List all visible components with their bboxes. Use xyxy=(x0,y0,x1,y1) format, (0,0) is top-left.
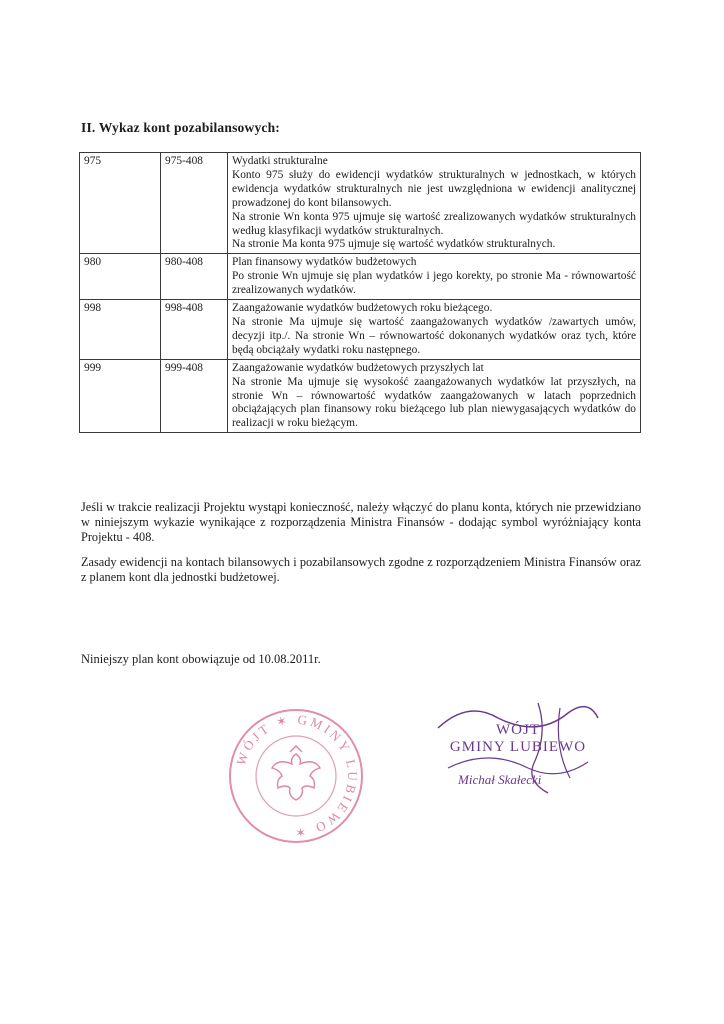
account-row xyxy=(80,300,641,360)
account-description-line: Na stronie Ma ujmuje się wysokość zaangażowanych wydatków lat przyszłych, na stronie Wn – równowartość wydatków zaangażowanych w latach poprzednich obciążających plan finansowy roku bieżącego lub plan niewygasających wydatków do realizacji w roku bieżącym. xyxy=(232,375,636,430)
account-code: 998-408 xyxy=(161,300,228,360)
account-description xyxy=(228,254,641,300)
account-description xyxy=(228,359,641,433)
accounts-table xyxy=(79,152,641,433)
account-description-line: Konto 975 służy do ewidencji wydatków strukturalnych w jednostkach, w których ewidencja wydatków strukturalnych nie jest uwzględniona w ewidencji analitycznej prowadzonej do kont bilansowych. xyxy=(232,168,636,209)
account-title: Zaangażowanie wydatków budżetowych roku bieżącego. xyxy=(232,302,493,315)
account-title: Plan finansowy wydatków budżetowych xyxy=(232,256,417,269)
account-description-line: Na stronie Ma ujmuje się wartość zaangażowanych wydatków /zawartych umów, decyzji itp./. Na stronie Wn – równowartość dokonanych wydatków oraz tych, które będą obciążały wydatki roku następnego. xyxy=(232,315,636,356)
account-description-line: Po stronie Wn ujmuje się plan wydatków i jego korekty, po stronie Ma - równowartość zrealizowanych wydatków. xyxy=(232,270,636,297)
account-row xyxy=(80,254,641,300)
paragraph-accounting-rules: Zasady ewidencji na kontach bilansowych i pozabilansowych zgodne z rozporządzeniem Ministra Finansów oraz z planem kont dla jednostki budżetowej. xyxy=(81,555,641,585)
account-row xyxy=(80,153,641,254)
section-title: II. Wykaz kont pozabilansowych: xyxy=(81,120,280,135)
account-number: 998 xyxy=(80,300,161,360)
account-row xyxy=(80,359,641,433)
account-title: Zaangażowanie wydatków budżetowych przyszłych lat xyxy=(232,361,484,374)
eagle-emblem-icon xyxy=(272,746,320,800)
account-description-line: Na stronie Ma konta 975 ujmuje się wartość wydatków strukturalnych. xyxy=(232,238,556,251)
validity-statement: Niniejszy plan kont obowiązuje od 10.08.2011r. xyxy=(81,652,321,666)
account-title: Wydatki strukturalne xyxy=(232,155,328,167)
account-description-line: Na stronie Wn konta 975 ujmuje się wartość zrealizowanych wydatków strukturalnych według klasyfikacji wydatków strukturalnych. xyxy=(232,210,636,237)
signature-title-line2: GMINY LUBIEWO xyxy=(449,739,587,755)
account-number: 975 xyxy=(80,153,161,254)
paragraph-additional-accounts: Jeśli w trakcie realizacji Projektu wystąpi konieczność, należy włączyć do planu konta, których nie przewidziano w niniejszym wykazie wynikające z rozporządzenia Ministra Finansów - dodając symbol wyróżniający konta Projektu - 408. xyxy=(81,500,641,545)
signature-name: Michał Skałecki xyxy=(458,772,542,787)
account-number: 980 xyxy=(80,254,161,300)
account-description xyxy=(228,300,641,360)
svg-text:WÓJT ✶ GMINY LUBIEWO ✶: WÓJT ✶ GMINY LUBIEWO ✶ xyxy=(233,711,361,841)
account-code: 980-408 xyxy=(161,254,228,300)
signature-title-line1: WÓJT xyxy=(496,722,540,738)
account-description xyxy=(228,153,641,254)
signature-stamp-title xyxy=(433,722,603,756)
accounts-table-body xyxy=(80,153,641,433)
account-code: 999-408 xyxy=(161,359,228,433)
account-number: 999 xyxy=(80,359,161,433)
account-code: 975-408 xyxy=(161,153,228,254)
official-seal xyxy=(226,706,366,846)
